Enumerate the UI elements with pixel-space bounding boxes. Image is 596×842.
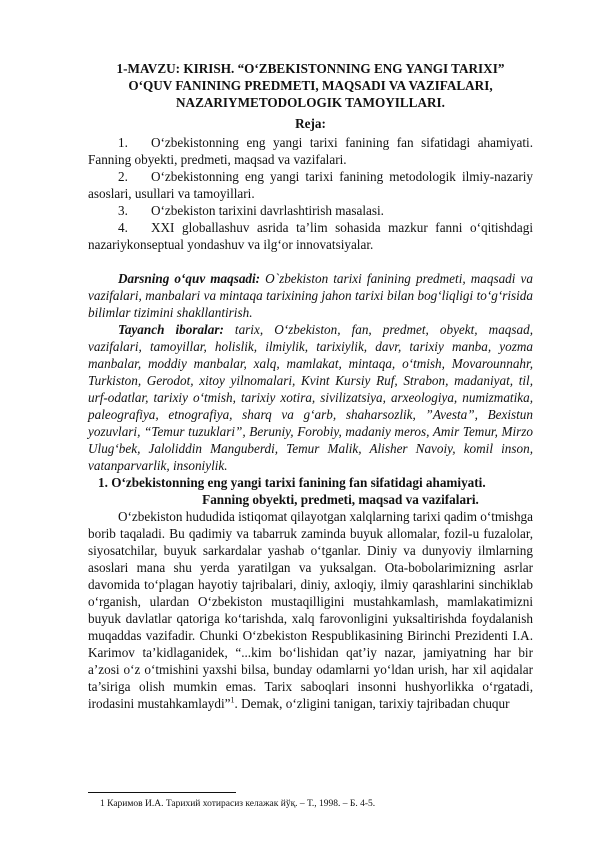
- plan-item-text: XXI globallashuv asrida ta’lim sohasida mazkur fanni o‘qitishdagi nazariykonseptual yondashuv va ilg‘or innovatsiyalar.: [88, 220, 533, 252]
- footnote-separator: [88, 792, 236, 793]
- title-line: 1-MAVZU: KIRISH. “O‘ZBEKISTONNING ENG YANGI TARIXI”: [116, 61, 505, 76]
- plan-item-number: 3.: [118, 203, 128, 218]
- plan-heading: Reja:: [295, 116, 326, 131]
- plan-item-number: 4.: [118, 220, 128, 235]
- lesson-goal: [88, 270, 533, 321]
- plan-item-number: 2.: [118, 169, 128, 184]
- title-line: O‘QUV FANINING PREDMETI, MAQSADI VA VAZIFALARI,: [128, 78, 493, 93]
- key-terms: [88, 321, 533, 474]
- plan-list: [88, 134, 533, 253]
- plan-item: [88, 219, 533, 253]
- plan-item-text: O‘zbekistonning eng yangi tarixi fanining metodologik ilmiy-nazariy asoslari, usullari va tamoyillari.: [88, 169, 533, 201]
- paragraph-text-continued: . Demak, o‘zligini tanigan, tarixiy tajribadan chuqur: [234, 696, 510, 711]
- section-heading: 1. O‘zbekistonning eng yangi tarixi fanining fan sifatidagi ahamiyati.: [98, 475, 486, 490]
- key-terms-label: Tayanch iboralar:: [118, 322, 224, 337]
- section-subheading: Fanning obyekti, predmeti, maqsad va vazifalari.: [202, 492, 479, 507]
- title-line: NAZARIYMETODOLOGIK TAMOYILLARI.: [176, 95, 445, 110]
- lesson-goal-text: O`zbekiston tarixi fanining predmeti, maqsadi va vazifalari, manbalari va mintaqa tarixining jahon tarixi bilan bog‘liqligi to‘g‘risida bilimlar tizimini shakllantirish.: [88, 271, 533, 320]
- plan-item: [88, 202, 533, 219]
- document-page: [88, 60, 533, 712]
- lesson-goal-label: Darsning o‘quv maqsadi:: [118, 271, 261, 286]
- plan-item-text: O‘zbekiston tarixini davrlashtirish masalasi.: [151, 203, 384, 218]
- footnote: 1 Каримов И.А. Тарихий хотирасиз келажак йўқ. – Т., 1998. – Б. 4-5.: [100, 799, 376, 809]
- plan-item-text: O‘zbekistonning eng yangi tarixi fanining fan sifatidagi ahamiyati. Fanning obyekti, predmeti, maqsad va vazifalari.: [88, 135, 533, 167]
- lesson-title: [88, 60, 533, 111]
- key-terms-text: tarix, O‘zbekiston, fan, predmet, obyekt, maqsad, vazifalari, tamoyillar, holislik, ilmiylik, tarixiylik, davr, tarixiy manba, yozma manbalar, moddiy manbalar, xalq, mamlakat, mintaqa, o‘tmish, Movarounnahr, Turkiston, Gerodot, xitoy yilnomalari, Kvint Kursiy Ruf, Strabon, madaniyat, til, urf-odatlar, tarixiy o‘tmish, tarixiy xotira, sivilizatsiya, arxeologiya, numizmatika, paleografiya, etnografiya, sharq va g‘arb, shaharsozlik, ”Avesta”, Bexistun yozuvlari, “Temur tuzuklari”, Beruniy, Forobiy, madaniy meros, Amir Temur, Mirzo Ulug‘bek, Jaloliddin Manguberdi, Temur Malik, Alisher Navoiy, komil inson, vatanparvarlik, insoniylik.: [88, 322, 533, 473]
- body-paragraph: [88, 508, 533, 712]
- paragraph-text: O‘zbekiston hududida istiqomat qilayotgan xalqlarning tarixi qadim o‘tmishga borib taqaladi. Bu qadimiy va tabarruk zaminda buyuk allomalar, fozil-u fuzalolar, siyosatchilar, buyuk sarkardalar yashab o‘tganlar. Diniy va dunyoviy ilmlarning asoslari mana shu yerda yaratilgan va yuksalgan. Ota-bobolarimizning asrlar davomida to‘plagan hayotiy tajribalari, diniy, axloqiy, ilmiy qarashlarini sinchiklab o‘rganish, ulardan O‘zbekiston mustaqilligini mustahkamlash, mamlakatimizni buyuk davlatlar qatoriga ko‘tarishda, xalq farovonligini yuksaltirishda foydalanish muqaddas vazifadir. Chunki O‘zbekiston Respublikasining Birinchi Prezidenti I.A. Karimov ta’kidlaganidek, “...kim bo‘lishidan qat’iy nazar, jamiyatning har bir a’zosi o‘z o‘tmishini yaxshi bilsa, bunday odamlarni yo‘ldan urish, har xil aqidalar ta’siriga olish mumkin emas. Tarix saboqlari insonni hushyorlikka o‘rgatadi, irodasini mustahkamlaydi”: [88, 509, 533, 711]
- footnote-reference[interactable]: 1: [230, 695, 235, 705]
- plan-item-number: 1.: [118, 135, 128, 150]
- plan-item: [88, 134, 533, 168]
- plan-item: [88, 168, 533, 202]
